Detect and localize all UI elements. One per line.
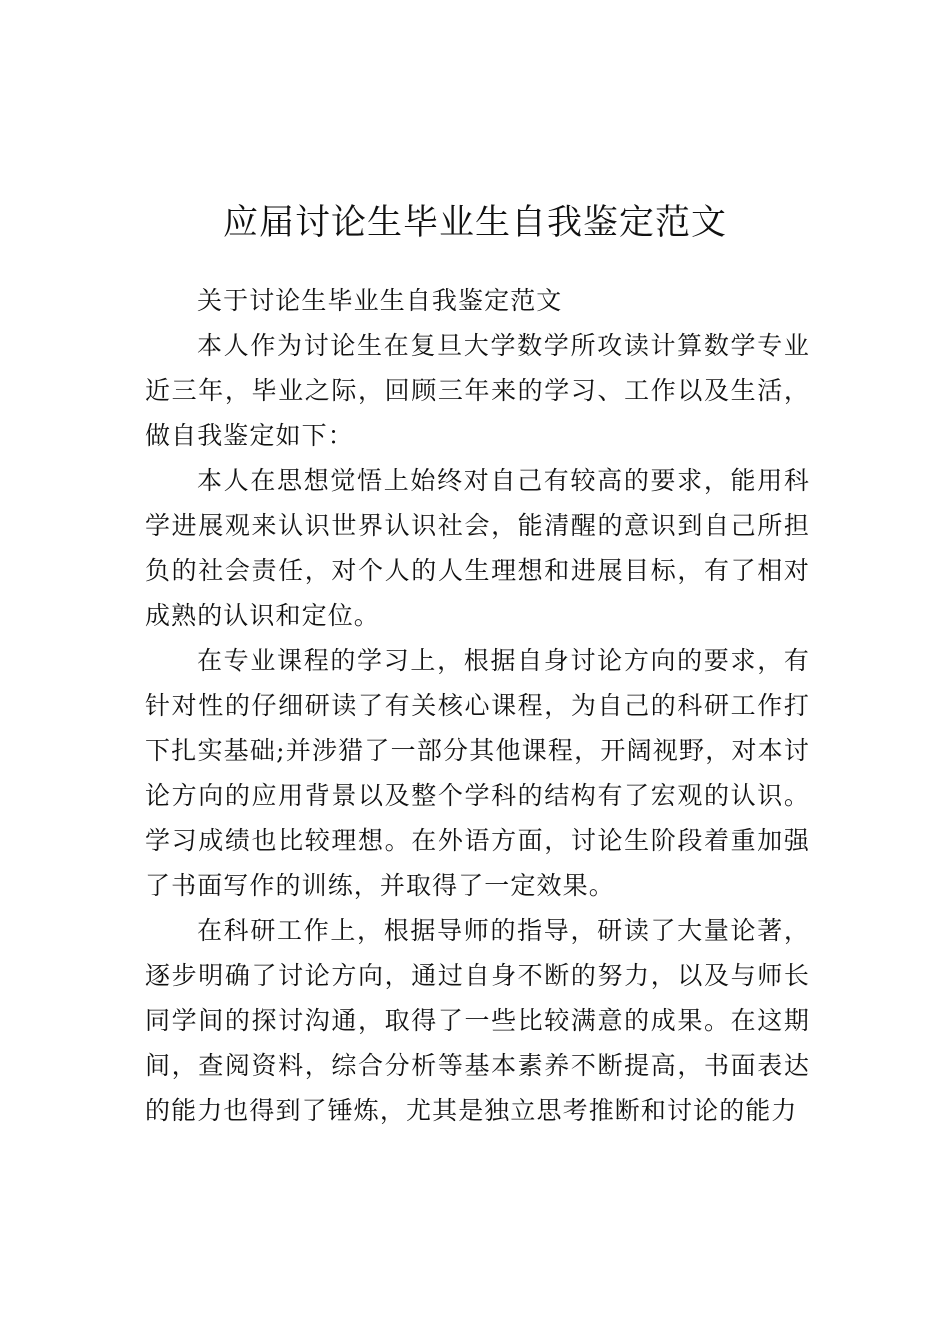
document-body bbox=[145, 278, 810, 1133]
body-paragraph-5: 在科研工作上，根据导师的指导，研读了大量论著，逐步明确了讨论方向，通过自身不断的努力，以及与师长同学间的探讨沟通，取得了一些比较满意的成果。在这期间，查阅资料，综合分析等基本素养不断提高，书面表达的能力也得到了锤炼，尤其是独立思考推断和讨论的能力 bbox=[145, 916, 810, 1125]
body-paragraph-2: 本人作为讨论生在复旦大学数学所攻读计算数学专业近三年，毕业之际，回顾三年来的学习、工作以及生活，做自我鉴定如下： bbox=[145, 331, 810, 450]
document-title: 应届讨论生毕业生自我鉴定范文 bbox=[222, 203, 727, 244]
body-paragraph-4: 在专业课程的学习上，根据自身讨论方向的要求，有针对性的仔细研读了有关核心课程，为自己的科研工作打下扎实基础;并涉猎了一部分其他课程，开阔视野，对本讨论方向的应用背景以及整个学科的结构有了宏观的认识。学习成绩也比较理想。在外语方面，讨论生阶段着重加强了书面写作的训练，并取得了一定效果。 bbox=[145, 646, 810, 900]
body-paragraph-1: 关于讨论生毕业生自我鉴定范文 bbox=[197, 286, 563, 315]
body-paragraph-3: 本人在思想觉悟上始终对自己有较高的要求，能用科学进展观来认识世界认识社会，能清醒的意识到自己所担负的社会责任，对个人的人生理想和进展目标，有了相对成熟的认识和定位。 bbox=[145, 466, 810, 630]
